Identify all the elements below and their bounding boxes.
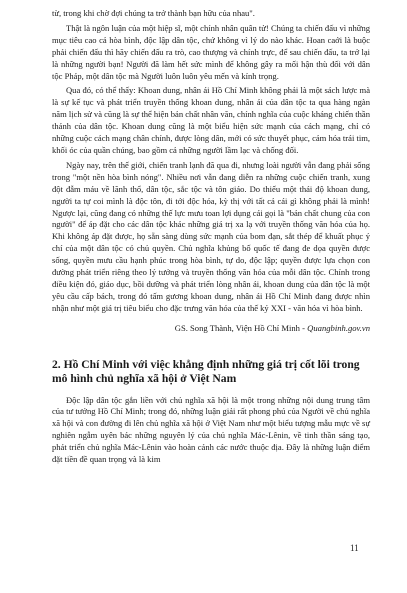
body-text <box>52 8 370 469</box>
paragraph-1: từ, trong khi chờ đợi chúng ta trở thành bạn hữu của nhau". <box>52 8 255 18</box>
source-author: GS. Song Thành, Viện Hồ Chí Minh - <box>174 322 308 333</box>
source-citation <box>52 323 370 335</box>
source-site: Quangbinh.gov.vn <box>307 322 370 333</box>
section-heading: 2. Hồ Chí Minh với việc khẳng định những giá trị cốt lõi trong mô hình chủ nghĩa xã hội ở Việt Nam <box>52 357 360 386</box>
paragraph-2: Thật là ngôn luận của một hiệp sĩ, một chính nhân quân tử! Chúng ta chiến đấu vì những mục tiêu cao cả hòa bình, độc lập dân tộc, chứ không vì lý do nào khác. Hoan caới là buộc phải chiến đấu thì hãy chiến đấu ra trò, cao thượng và chính trực, để sau chiến đấu, ta trở lại là những người bạn! Người đã làm hết sức mình để không gây ra mối hận thù đối với dân tộc Pháp, một dân tộc mà Người luôn luôn yêu mến và kính trọng. <box>52 22 370 81</box>
paragraph-4: Ngày nay, trên thế giới, chiến tranh lạnh đã qua đi, nhưng loài người vẫn đang phải sống trong "một nền hòa bình nóng". Nhiều nơi vẫn đang diễn ra những cuộc chiến tranh, xung đột đẫm máu về lãnh thổ, dân tộc, sắc tộc và tôn giáo. Do thiếu một thái độ khoan dung, người ta tự coi mình là độc tôn, đi tới độc hóa, kỳ thị với tất cả cái gì không phải là mình! Ngược lại, cũng đang có những thế lực mưu toan lợi dụng cái gọi là "bản chất chung của con người" để áp đặt cho các dân tộc khác những giá trị xa lạ với truyền thống văn hóa của họ. Khi không áp đặt được, họ sẵn sàng dùng sức mạnh của bom đạn, sắt thép để khuất phục ý chí của một dân tộc có chủ quyền. Chủ nghĩa khủng bố quốc tế đang đe dọa quyền được sống, quyền mưu cầu hạnh phúc trong hòa bình, tự do, độc lập; quyền được lựa chọn con đường phát triển riêng theo lý tưởng và truyền thống văn hóa của mỗi dân tộc. Chính trong điều kiện đó, giáo dục, bồi dưỡng và phát triển lòng nhân ái, khoan dung của dân tộc là một yêu cầu cấp bách, trong đó tấm gương khoan dung, nhân ái Hồ Chí Minh đang được nhìn nhận như một giá trị tiêu biểu cho đặc trưng văn hóa của thế kỷ XXI - văn hóa vì hòa bình. <box>52 159 370 313</box>
paragraph-5: Độc lập dân tộc gắn liền với chủ nghĩa xã hội là một trong những nội dung trung tâm của tư tưởng Hồ Chí Minh; trong đó, những luận giải rất phong phú của Người về chủ nghĩa xã hội và con đường đi lên chủ nghĩa xã hội ở Việt Nam như một biểu tượng mẫu mực về sự nghiên ngẫm uyên bác những nguyên lý của chủ nghĩa Mác-Lênin, về tinh thần sáng tạo, phát triển chủ nghĩa Mác-Lênin vào hoàn cảnh các nước thuộc địa. Đây là những luận điểm đặt tiền đề quan trọng và là kim <box>52 394 370 465</box>
paragraph-3: Qua đó, có thể thấy: Khoan dung, nhân ái Hồ Chí Minh không phải là một sách lược mà là sự kế tục và phát triển truyền thống khoan dung, nhân ái của dân tộc ta qua hàng ngàn năm lịch sử và cũng là sự thể hiện bản chất nhân văn, chính nghĩa của cuộc kháng chiến thần thánh của dân tộc. Khoan dung cũng là một biểu hiện sức mạnh của cách mạng, chỉ có những cuộc cách mạng chân chính, được lòng dân, mới có sức thuyết phục, cảm hóa trái tim, khối óc của quần chúng, bao gồm cả những người lầm lạc và chống đối. <box>52 85 370 155</box>
page-number: 11 <box>350 543 359 553</box>
